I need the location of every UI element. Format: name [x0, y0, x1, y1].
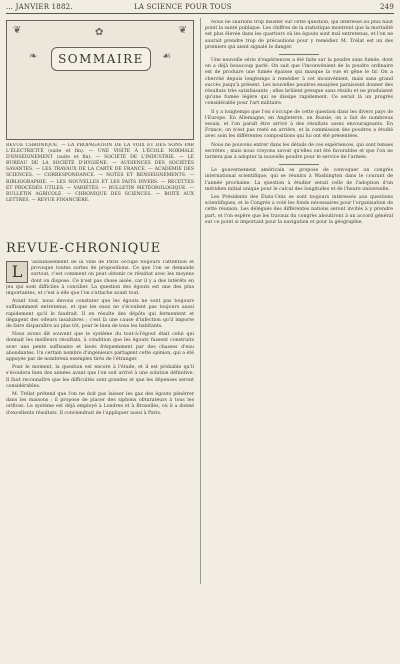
ornament-top-icon: ✿ [95, 27, 104, 38]
article-paragraph: Pour le moment, la question est encore à l'étude, et il est probable qu'il s'écoulera bien des années avant que l'on soit arrivé à une solution définitive. Il faut reconnaître que les difficultés sont grandes et que les dépenses seront considérables. [6, 365, 194, 389]
article-paragraph: M. Trélat prétend que l'on ne doit pas laisser les gaz des égouts pénétrer dans les maisons ; il propose de placer des siphons obturateurs à tous les orifices. Le système est déjà employé à Londres et à Bruxelles, où il a donné d'excellents résultats. Il conviendrait de l'appliquer aussi à Paris. [6, 392, 194, 416]
ornament-mid-right-icon: ☙ [162, 51, 171, 62]
header-page-number: 249 [380, 3, 394, 11]
section-separator [279, 164, 319, 165]
article-paragraph: Le gouvernement américain se propose de convoquer un congrès international scientifique, qui se réunira à Washington dans le courant de l'année prochaine. La question à étudier serait celle de l'adoption d'un méridien initial unique pour le calcul des longitudes et de l'heure universelle. [205, 168, 393, 192]
sommaire-text: REVUE CHRONIQUE. — LA PROPAGATION DE LA VOIX ET DES SONS PAR L'ÉLECTRICITÉ (suite et fin). — UNE VISITE À L'ÉCOLE NORMALE D'ENSEIGNEMENT (suite et fin). — SOCIÉTÉ DE L'INDUSTRIE. — LE BUREAU DE LA SOCIÉTÉ D'HYGIÈNE. — AUDIENCES DES SOCIÉTÉS SAVANTES. — LES TRAVAUX DE LA CARTE DE FRANCE. — ACADÉMIE DES SCIENCES. — CORRESPONDANCE. — NOTES ET RENSEIGNEMENTS. — BIBLIOGRAPHIE. — LES NOUVELLES ET LES FAITS DIVERS. — RECETTES ET PROCÉDÉS UTILES. — VARIÉTÉS. — BULLETIN METÉOROLOGIQUE. — BULLETIN AGRICOLE. — CHRONIQUE DES SCIENCES. — BOITE AUX LETTRES. — REVUE FINANCIÈRE. [6, 143, 194, 203]
article-paragraph: Les Présidents des États-Unis se sont toujours intéressés aux questions scientifiques, et le Congrès a voté les fonds nécessaires pour l'organisation de cette réunion. Les délégués des différentes nations seront invités à y prendre part, et l'on espère que les travaux du congrès aboutiront à un accord général sur ce point si important pour la navigation et pour la géographie. [205, 195, 393, 225]
article-paragraph: Nous ne pouvons entrer dans les détails de ces expériences, qui sont tenues secrètes ; mais nous croyons savoir qu'elles ont été favorables et que l'on ne tardera pas à adopter la nouvelle poudre pour le service de l'armée. [205, 142, 393, 161]
article-paragraph: Avant tout, nous devons constater que les égouts ne sont pas toujours suffisamment entretenus, et que les eaux ne s'écoulent pas toujours aussi rapidement qu'il le faudrait. Il en résulte des dépôts qui fermentent et dégagent des odeurs insalubres ; c'est là une cause d'infection qu'il importe de faire disparaître au plus tôt, pour le bien de tous les habitants. [6, 299, 194, 330]
column-divider [200, 18, 201, 584]
header-rule [6, 13, 394, 14]
article-paragraph: Il y a longtemps que l'on s'occupe de cette question dans les divers pays de l'Europe. En Allemagne, en Angleterre, en Russie, on a fait de nombreux essais, et l'on paraît être arrivé à des résultats assez encourageants. En France, on n'est pas resté en arrière, et la commission des poudres a étudié avec soin les différentes compositions qui lui ont été présentées. [205, 109, 393, 140]
ornament-left-icon: ❦ [13, 25, 22, 36]
drop-cap: L [6, 261, 28, 283]
header-journal-title: LA SCIENCE POUR TOUS [134, 3, 232, 11]
article-paragraph: Nous ne saurions trop insister sur cette question, qui intéresse au plus haut point la santé publique. Les chiffres de la statistique montrent que la mortalité est plus élevée dans les quartiers où les égouts sont mal entretenus, et l'on ne saurait prendre trop de précautions pour y remédier. M. Trélat est un des premiers qui aient signalé le danger. [205, 20, 393, 50]
article-paragraph: Une nouvelle série d'expériences a été faite sur la poudre sans fumée, dont on a déjà beaucoup parlé. On sait que l'inconvénient de la poudre ordinaire est de produire une fumée épaisse qui masque la vue et gêne le tir. On a cherché depuis longtemps à remédier à cet inconvénient, mais sans grand succès jusqu'à présent. Les nouvelles poudres essayées paraissent donner des résultats très satisfaisants ; elles brûlent presque sans résidu et ne produisent qu'une fumée légère qui se dissipe rapidement. Ce serait là un progrès considérable pour l'art militaire. [205, 58, 393, 107]
ornament-right-icon: ❦ [178, 25, 187, 36]
page-header [6, 2, 394, 13]
header-date: … JANVIER 1882. [6, 3, 73, 11]
sommaire-title: SOMMAIRE [51, 47, 151, 71]
left-column [6, 20, 194, 664]
section-separator [279, 54, 319, 55]
article-paragraph: 'assainissement de la ville de Paris occupe toujours l'attention et provoque toutes sortes de propositions. Ce que l'on se demande surtout, c'est comment on peut obtenir ce résultat avec les moyens dont on dispose. Ce n'est pas chose aisée, car il y a des intérêts en jeu qui sont difficiles à concilier. La question des égouts est une des plus importantes, et c'est à elle que l'on s'attache avant tout. [6, 260, 194, 297]
sommaire-box [6, 20, 194, 140]
revue-title: REVUE-CHRONIQUE [6, 241, 162, 256]
article-paragraph: Nous avons dit souvent que le système du tout-à-l'égout était celui qui donnait les meilleurs résultats, à condition que les égouts fussent construits avec une pente suffisante et lavés fréquemment par des chasses d'eau abondantes. Un certain nombre d'ingénieurs partagent cette opinion, qui a été appuyée par de nombreux exemples tirés de l'étranger. [6, 332, 194, 363]
ornament-mid-left-icon: ❧ [29, 51, 38, 62]
article-body-left [6, 260, 194, 664]
article-body-right [205, 20, 393, 580]
right-column [205, 20, 393, 580]
